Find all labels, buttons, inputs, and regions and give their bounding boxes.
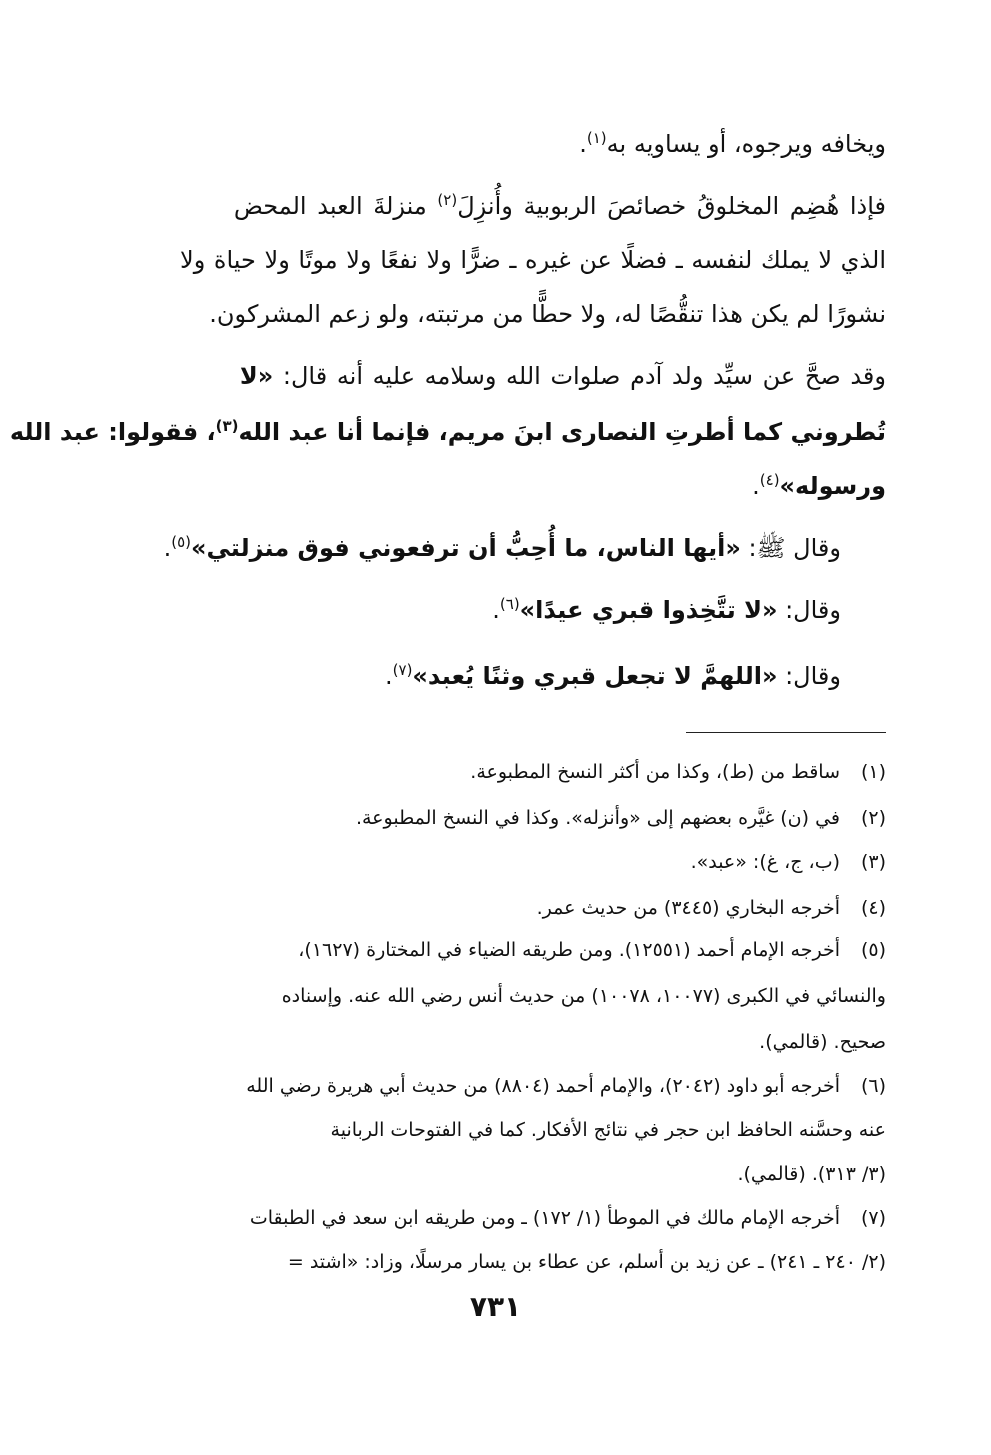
footnote-ref: (٦)	[499, 595, 520, 613]
hadith-text: تُطروني كما أطرتِ النصارى ابنَ مريم، فإنما أنا عبد الله	[238, 418, 886, 446]
footnote-text: أخرجه أبو داود (٢٠٤٢)، والإمام أحمد (٨٨٠٤) من حديث أبي هريرة رضي الله	[246, 1075, 840, 1097]
body-text: الذي لا يملك لنفسه ـ فضلًا عن غيره ـ ضرًّا ولا نفعًا ولا موتًا ولا حياة ولا	[180, 246, 886, 274]
body-text: وقال:	[785, 662, 841, 690]
body-line-6	[9, 412, 886, 452]
body-line-4	[104, 294, 886, 334]
footnote-number: (٣)	[860, 851, 886, 873]
footnote-5	[102, 932, 886, 968]
hadith-text: «اللهمَّ لا تجعل قبري وثنًا يُعبد»	[412, 662, 778, 690]
footnote-7-line-2	[102, 1244, 886, 1280]
body-text: وقال ﷺ:	[748, 534, 841, 562]
body-text: فإذا هُضِم المخلوقُ خصائصَ الربوبية وأُنزِلَ	[457, 192, 886, 220]
footnote-number: (٧)	[860, 1207, 886, 1229]
hadith-text: ، فقولوا: عبد الله	[9, 418, 216, 446]
footnote-ref: (٥)	[171, 533, 191, 551]
footnote-6-line-3	[102, 1156, 886, 1192]
footnote-6-line-2	[102, 1112, 886, 1148]
footnote-separator	[686, 732, 886, 733]
footnote-text: أخرجه الإمام مالك في الموطأ (١/ ١٧٢) ـ ومن طريقه ابن سعد في الطبقات	[249, 1207, 840, 1229]
hadith-text: «لا تتَّخِذوا قبري عيدًا»	[519, 596, 778, 624]
footnote-1	[102, 754, 886, 790]
footnote-number: (٤)	[860, 897, 886, 919]
footnote-number: (١)	[860, 761, 886, 783]
footnote-ref: (٤)	[759, 471, 780, 489]
footnote-6	[102, 1068, 886, 1104]
footnote-text: (٣/ ٣١٣). (قالمي).	[737, 1163, 886, 1185]
footnote-text: عنه وحسَّنه الحافظ ابن حجر في نتائج الأفكار. كما في الفتوحات الربانية	[330, 1119, 886, 1141]
body-line-8: وقال ﷺ: «أيها الناس، ما أُحِبُّ أن ترفعوني فوق منزلتي»$^{(٥)}$.	[163, 533, 841, 562]
footnote-text: (٢/ ٢٤٠ ـ ٢٤١) ـ عن زيد بن أسلم، عن عطاء بن يسار مرسلًا، وزاد: «اشتد =	[287, 1251, 886, 1273]
footnote-3	[102, 844, 886, 880]
body-text: ويخافه ويرجوه، أو يساويه به	[606, 130, 886, 158]
footnote-number: (٥)	[860, 939, 886, 961]
body-line-9: وقال: «لا تتَّخِذوا قبري عيدًا»$^{(٦)}$.	[492, 595, 841, 624]
footnote-number: (٦)	[860, 1075, 886, 1097]
footnote-text: صحيح. (قالمي).	[759, 1031, 886, 1053]
body-text: نشورًا لم يكن هذا تنقُّصًا له، ولا حطًّا من مرتبته، ولو زعم المشركون.	[209, 300, 886, 328]
footnote-ref: (١)	[586, 129, 607, 147]
page-number: ٧٣١	[469, 1290, 522, 1323]
footnote-ref: (٢)	[437, 191, 458, 209]
footnote-5-line-3	[102, 1024, 886, 1060]
footnote-text: ساقط من (ط)، وكذا من أكثر النسخ المطبوعة.	[470, 761, 840, 783]
footnote-text: أخرجه البخاري (٣٤٤٥) من حديث عمر.	[536, 897, 840, 919]
footnote-text: والنسائي في الكبرى (١٠٠٧٧، ١٠٠٧٨) من حديث أنس رضي الله عنه. وإسناده	[281, 985, 886, 1007]
body-line-1: ويخافه ويرجوه، أو يساويه به$^{(١)}$.	[579, 129, 886, 158]
hadith-text: «لا	[239, 362, 274, 390]
footnote-ref: (٣)	[215, 417, 239, 435]
hadith-text: ورسوله»	[779, 472, 886, 500]
hadith-text: «أيها الناس، ما أُحِبُّ أن ترفعوني فوق منزلتي»	[191, 534, 741, 562]
footnote-number: (٢)	[860, 807, 886, 829]
footnote-4	[102, 890, 886, 926]
footnote-7	[102, 1200, 886, 1236]
footnote-text: في (ن) غيَّره بعضهم إلى «وأنزله». وكذا في النسخ المطبوعة.	[355, 807, 840, 829]
body-line-10: وقال: «اللهمَّ لا تجعل قبري وثنًا يُعبد»$^{(٧)}$.	[385, 661, 841, 690]
body-line-7: ورسوله»$^{(٤)}$.	[752, 471, 886, 500]
footnote-ref: (٧)	[392, 661, 413, 679]
footnote-text: أخرجه الإمام أحمد (١٢٥٥١). ومن طريقه الضياء في المختارة (١٦٢٧)،	[298, 939, 840, 961]
body-text: وقد صحَّ عن سيِّد ولد آدم صلوات الله وسلامه عليه أنه قال:	[282, 362, 886, 390]
body-line-3	[104, 240, 886, 280]
footnote-text: (ب، ج، غ): «عبد».	[690, 851, 840, 873]
body-text: منزلةَ العبد المحض	[233, 192, 427, 220]
body-line-5	[104, 356, 886, 396]
footnote-2	[102, 800, 886, 836]
footnote-5-line-2	[102, 978, 886, 1014]
body-line-2	[104, 186, 886, 226]
body-text: وقال:	[785, 596, 841, 624]
